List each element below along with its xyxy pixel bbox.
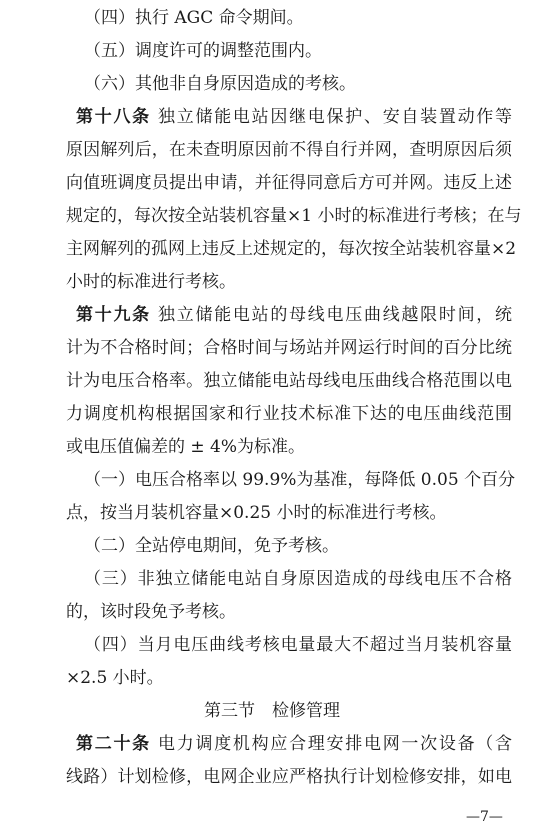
- article-18-line: 规定的，每次按全站装机容量×1 小时的标准进行考核；在与: [66, 206, 522, 226]
- article-19-text: 独立储能电站的母线电压曲线越限时间，统: [158, 305, 513, 325]
- article-18-line: 小时的标准进行考核。: [66, 272, 236, 292]
- article-18-line: 原因解列后，在未查明原因前不得自行并网，查明原因后须: [66, 140, 512, 160]
- clause-1-line: （一）电压合格率以 99.9%为基准，每降低 0.05 个百分: [84, 470, 516, 490]
- article-19-line: 计为电压合格率。独立储能电站母线电压曲线合格范围以电: [66, 371, 512, 391]
- article-19-line: 或电压值偏差的 ± 4%为标准。: [66, 437, 306, 457]
- article-19-first-line: [76, 303, 512, 327]
- clause-4-line: ×2.5 小时。: [66, 668, 164, 688]
- clause-3-line: 的，该时段免予考核。: [66, 602, 236, 622]
- clause-3-line: （三）非独立储能电站自身原因造成的母线电压不合格: [84, 569, 512, 589]
- article-19-line: 计为不合格时间；合格时间与场站并网运行时间的百分比统: [66, 338, 512, 358]
- section-heading: 第三节 检修管理: [204, 701, 340, 721]
- article-18-first-line: [76, 105, 512, 129]
- item-6-line: （六）其他非自身原因造成的考核。: [84, 74, 356, 94]
- clause-4-line: （四）当月电压曲线考核电量最大不超过当月装机容量: [84, 635, 512, 655]
- article-20-line: 线路）计划检修，电网企业应严格执行计划检修安排，如电: [66, 767, 512, 787]
- item-4-line: （四）执行 AGC 命令期间。: [84, 8, 304, 28]
- page-number: —7—: [466, 809, 503, 825]
- article-20-first-line: [76, 732, 512, 756]
- clause-2-line: （二）全站停电期间，免予考核。: [84, 536, 339, 556]
- article-18-heading: 第十八条: [76, 107, 151, 127]
- article-18-text: 独立储能电站因继电保护、安自装置动作等: [158, 107, 513, 127]
- clause-1-line: 点，按当月装机容量×0.25 小时的标准进行考核。: [66, 503, 447, 523]
- article-20-text: 电力调度机构应合理安排电网一次设备（含: [158, 734, 513, 754]
- item-5-line: （五）调度许可的调整范围内。: [84, 41, 322, 61]
- article-20-heading: 第二十条: [76, 734, 151, 754]
- article-18-line: 向值班调度员提出申请，并征得同意后方可并网。违反上述: [66, 173, 512, 193]
- article-19-line: 力调度机构根据国家和行业技术标准下达的电压曲线范围: [66, 404, 512, 424]
- article-18-line: 主网解列的孤网上违反上述规定的，每次按全站装机容量×2: [66, 239, 517, 259]
- article-19-heading: 第十九条: [76, 305, 151, 325]
